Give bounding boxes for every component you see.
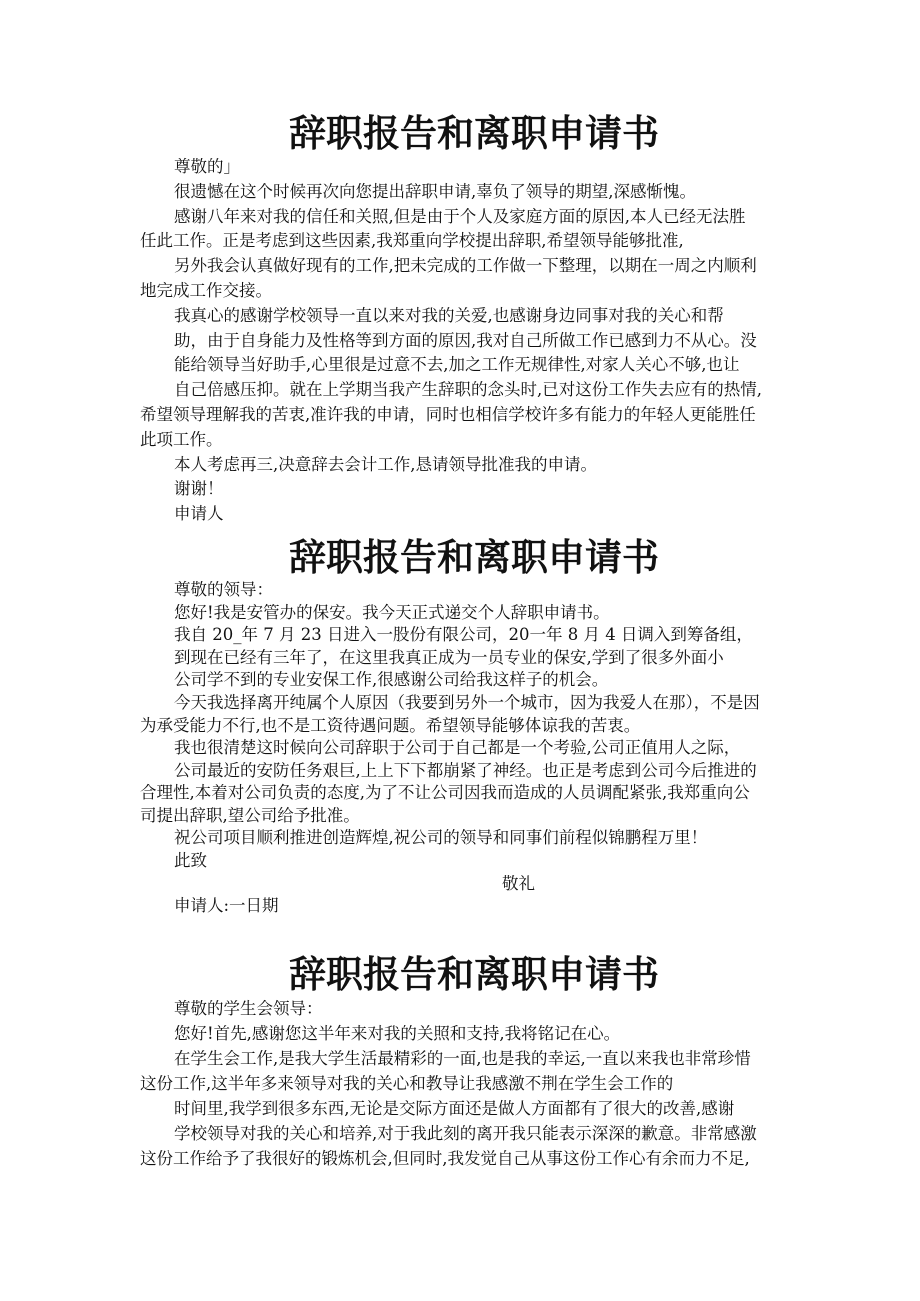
document-title: 辞职报告和离职申请书 <box>289 951 659 996</box>
document-page <box>140 0 790 1171</box>
text-line: 这份工作,这半年多来领导对我的关心和教导让我感激不荆在学生会工作的 <box>140 1073 674 1093</box>
text-line: 公司最近的安防任务艰巨,上上下下都崩紧了神经。也正是考虑到公司今后推进的 <box>174 760 757 780</box>
text-line: 地完成工作交接。 <box>140 280 272 300</box>
text-line: 这份工作给予了我很好的锻炼机会,但同时,我发觉自己从事这份工作心有余而力不足, <box>140 1148 750 1168</box>
text-line: 尊敬的领导： <box>174 579 273 599</box>
letter-body <box>140 155 790 527</box>
text-line: 您好!首先,感谢您这半年来对我的关照和支持,我将铭记在心。 <box>174 1023 621 1043</box>
text-line: 合理性,本着对公司负责的态度,为了不让公司因我而造成的人员调配紧张,我郑重向公 <box>140 783 750 803</box>
text-line: 助，由于自身能力及性格等到方面的原因,我对自己所做工作已感到力不从心。没 <box>174 330 757 350</box>
text-line: 敬礼 <box>502 873 535 893</box>
text-line: 尊敬的」 <box>174 157 240 176</box>
text-line: 司提出辞职,望公司给予批准。 <box>140 805 360 825</box>
text-line: 祝公司项目顺利推进创造辉煌,祝公司的领导和同事们前程似锦鹏程万里！ <box>174 828 708 848</box>
text-line: 我真心的感谢学校领导一直以来对我的关爱,也感谢身边同事对我的关心和帮 <box>174 305 724 325</box>
resignation-letter <box>140 534 790 918</box>
text-line: 为承受能力不行,也不是工资待遇问题。希望领导能够体谅我的苦衷。 <box>140 715 641 735</box>
document-title: 辞职报告和离职申请书 <box>289 111 659 155</box>
text-line: 学校领导对我的关心和培养,对于我此刻的离开我只能表示深深的歉意。非常感激 <box>174 1123 757 1143</box>
letter-body <box>140 996 790 1171</box>
text-line: 能给领导当好助手,心里很是过意不去,加之工作无规律性,对家人关心不够,也让 <box>174 355 740 375</box>
text-line: 此项工作。 <box>140 429 223 449</box>
text-line: 时间里,我学到很多东西,无论是交际方面还是做人方面都有了很大的改善,感谢 <box>174 1098 735 1118</box>
text-line: 尊敬的学生会领导： <box>174 998 323 1018</box>
text-line: 申请人 <box>174 504 224 524</box>
resignation-letter <box>140 113 790 527</box>
text-line: 在学生会工作,是我大学生活最精彩的一面,也是我的幸运,一直以来我也非常珍惜 <box>174 1048 751 1068</box>
document-title: 辞职报告和离职申请书 <box>289 534 659 579</box>
text-line: 任此工作。正是考虑到这些因素,我郑重向学校提出辞职,希望领导能够批准, <box>140 231 684 251</box>
text-line: 您好!我是安管办的保安。我今天正式递交个人辞职申请书。 <box>174 602 610 622</box>
text-line: 公司学不到的专业安保工作,很感谢公司给我这样子的机会。 <box>174 670 609 690</box>
letter-body <box>140 579 790 918</box>
text-line: 我自 20_年 7 月 23 日进入一股份有限公司，20一年 8 月 4 日调入到筹备组， <box>174 625 753 645</box>
text-line: 我也很清楚这时候向公司辞职于公司于自己都是一个考验,公司正值用人之际， <box>174 738 741 758</box>
text-line: 到现在已经有三年了，在这里我真正成为一员专业的保安,学到了很多外面小 <box>174 647 724 667</box>
text-line: 感谢八年来对我的信任和关照,但是由于个人及家庭方面的原因,本人已经无法胜 <box>174 206 746 226</box>
text-line: 谢谢！ <box>174 479 224 499</box>
text-line: 此致 <box>174 851 207 871</box>
resignation-letter <box>140 951 790 1171</box>
text-line: 另外我会认真做好现有的工作,把未完成的工作做一下整理，以期在一周之内顺利 <box>174 256 757 276</box>
text-line: 希望领导理解我的苦衷,准许我的申请，同时也相信学校许多有能力的年轻人更能胜任 <box>140 404 756 424</box>
text-line: 自己倍感压抑。就在上学期当我产生辞职的念头时,已对这份工作失去应有的热情, <box>174 380 762 400</box>
text-line: 很遗憾在这个时候再次向您提出辞职申请,辜负了领导的期望,深感惭愧。 <box>174 181 696 201</box>
text-line: 本人考虑再三,决意辞去会计工作,恳请领导批准我的申请。 <box>174 454 597 474</box>
text-line: 申请人:一日期 <box>174 896 279 916</box>
text-line: 今天我选择离开纯属个人原因（我要到另外一个城市，因为我爱人在那），不是因 <box>174 692 760 712</box>
